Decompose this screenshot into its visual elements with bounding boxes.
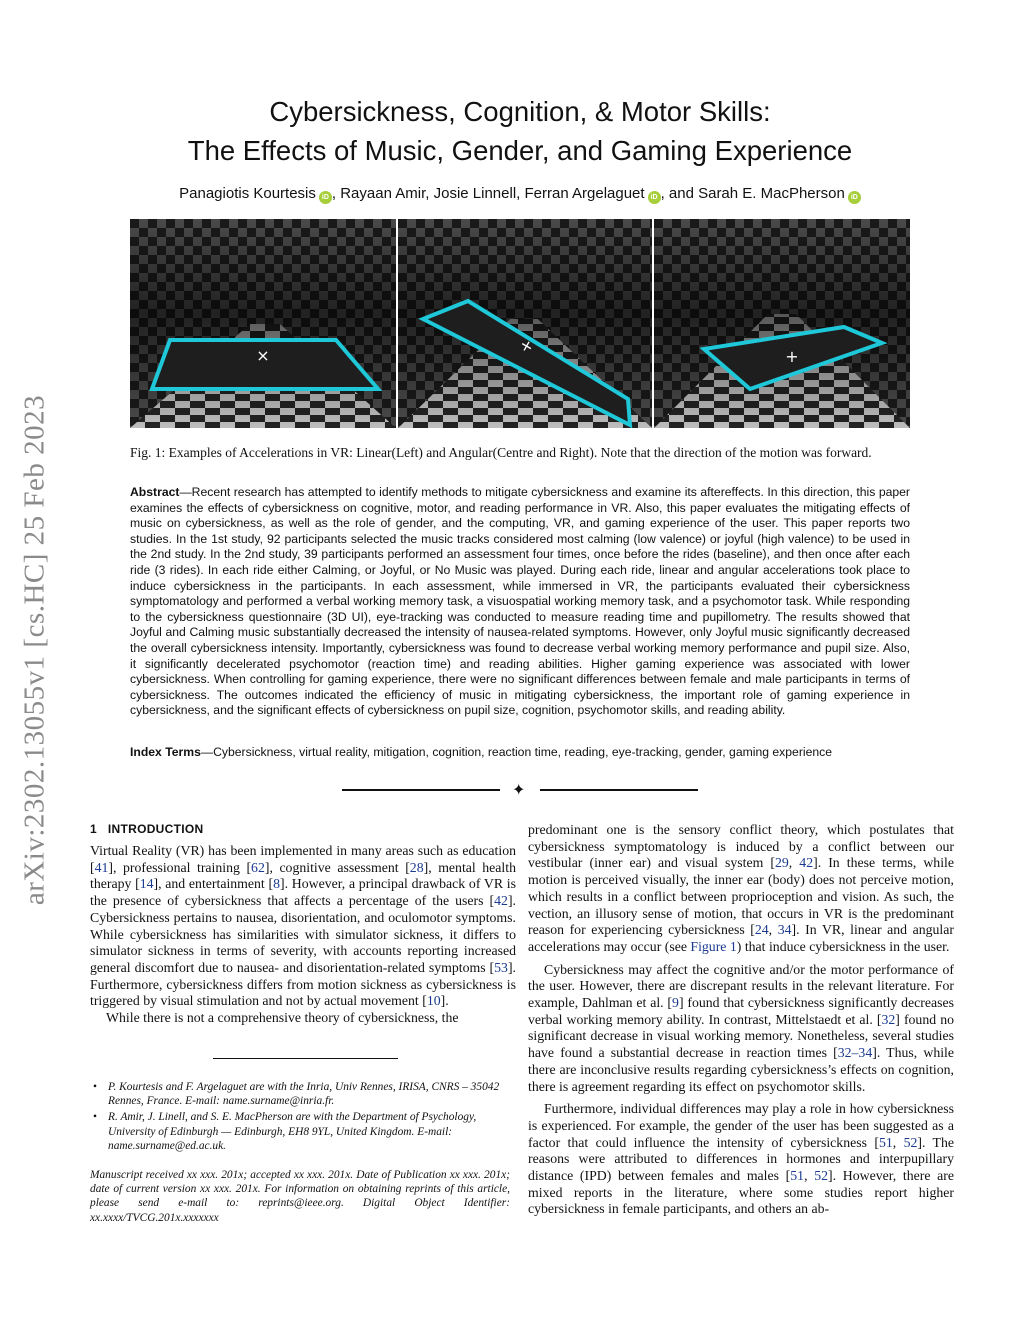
- author-1: Panagiotis Kourtesis: [179, 185, 316, 202]
- figure-panel-right: [654, 219, 910, 428]
- footnote-affiliation-2: • R. Amir, J. Linell, and S. E. MacPherson are with the Department of Psychology, University of Edinburgh — Edinburgh, EH8 9YL, United Kingdom. E-mail: name.surname@ed.ac.uk.: [90, 1110, 510, 1153]
- vr-corridor-image: [654, 219, 910, 428]
- index-terms-label: Index Terms: [130, 745, 201, 759]
- arxiv-identifier: arXiv:2302.13055v1 [cs.HC] 25 Feb 2023: [18, 394, 51, 906]
- citation-link[interactable]: 51: [878, 1134, 893, 1150]
- abstract-label: Abstract: [130, 485, 180, 499]
- intro-paragraph-5: Furthermore, individual differences may play a role in how cybersickness is experienced. For example, the gender of the user has been suggested as a factor that could influence the intensity of cybersickness [51, 52]. The reasons were attributed to differences in hormones and interpupillary distance (IPD) between females and males [51, 52]. However, there are mixed reports in the literature, where some studies report higher cybersickness in female participants, and others an ab-: [528, 1101, 954, 1217]
- citation-link[interactable]: 52: [903, 1134, 918, 1150]
- right-column: [528, 822, 954, 1218]
- citation-link[interactable]: 41: [94, 859, 109, 875]
- citation-link[interactable]: 10: [426, 993, 441, 1009]
- arxiv-sidebar: [10, 350, 60, 950]
- index-terms-text: —Cybersickness, virtual reality, mitigation, cognition, reaction time, reading, eye-tracking, gender, gaming experience: [200, 745, 833, 759]
- intro-paragraph-4: Cybersickness may affect the cognitive and/or the motor performance of the user. However, there are discrepant results in the relevant literature. For example, Dahlman et al. [9] found that cybersickness significantly decreases verbal working memory ability. In contrast, Mittelstaedt et al. [32] found no significant decrease in visual working memory. Nonetheless, several studies have found a substantial decrease in reaction times [32–34]. Thus, while there are inconclusive results regarding cybersickness’s effects on cognition, there is agreement regarding its effect on psychomotor skills.: [528, 961, 955, 1094]
- section-separator: [342, 782, 698, 798]
- author-2: , Rayaan Amir, Josie Linnell, Ferran Argelaguet: [331, 185, 645, 202]
- citation-link[interactable]: 32: [881, 1011, 896, 1027]
- figure-1: [130, 219, 910, 428]
- citation-link[interactable]: 28: [409, 859, 424, 875]
- author-list: [100, 185, 940, 204]
- citation-link[interactable]: 9: [672, 995, 679, 1011]
- section-title: INTRODUCTION: [107, 822, 204, 836]
- citation-link[interactable]: 52: [814, 1168, 829, 1184]
- citation-link[interactable]: 32–34: [837, 1045, 873, 1061]
- figure-link[interactable]: Figure 1: [690, 938, 737, 954]
- abstract-text: —Recent research has attempted to identify methods to mitigate cybersickness and examine its aftereffects. In this direction, this paper examines the effects of cybersickness on cognitive, motor, and reading performance in VR. Also, this paper evaluates the mitigating effects of music on cybersickness, as well as the role of gender, and the computing, VR, and gaming experience of the user. This paper reports two studies. In the 1st study, 92 participants selected the music tracks considered most calming (low valence) or joyful (high valence) to be used in the 2nd study. In the 2nd study, 39 participants performed an assessment four times, once before the rides (baseline), and then once after each ride (3 rides). In each ride either Calming, or Joyful, or No Music was played. During each ride, linear and angular accelerations took place to induce cybersickness in the participants. In each assessment, while immersed in VR, the participants evaluated their cybersickness symptomatology and performed a verbal working memory task, a visuospatial working memory task, and a psychomotor task. While responding to the cybersickness questionnaire (3D UI), eye-tracking was conducted to measure reading time and pupillometry. The results showed that Joyful and Calming music substantially decreased the intensity of nausea-related symptoms. However, only Joyful music significantly decreased the overall cybersickness intensity. Importantly, cybersickness was found to decrease verbal working memory performance and pupil size. Also, it significantly decelerated psychomotor (reaction time) and reading abilities. Higher gaming experience was associated with lower cybersickness. When controlling for gaming experience, there were no significant differences between female and male participants in terms of cybersickness. The outcomes indicated the efficiency of music in mitigating cybersickness, the important role of gaming experience in cybersickness, and the significant effects of cybersickness on pupil size, cognition, psychomotor skills, and reading ability.: [130, 485, 910, 718]
- citation-link[interactable]: 29: [774, 855, 789, 871]
- footnotes: [90, 1080, 510, 1155]
- target-marker: +: [785, 347, 799, 366]
- intro-paragraph-3: predominant one is the sensory conflict theory, which postulates that cybersickness symptomatology is induced by a conflict between our vestibular (inner ear) and visual system [29, 42]. In these terms, while motion is perceived visually, the inner ear (body) does not perceive motion, which results in a conflict between proprioception and vision. As such, the vection, an illusory sense of motion, that occurs in VR is the predominant reason for experiencing cybersickness [24, 34]. In VR, linear and angular accelerations may occur (see Figure 1) that induce cybersickness in the user.: [528, 822, 954, 954]
- citation-link[interactable]: 34: [777, 922, 792, 938]
- section-heading: [90, 822, 203, 836]
- intro-paragraph-1: Virtual Reality (VR) has been implemented in many areas such as education [41], professional training [62], cognitive assessment [28], mental health therapy [14], and entertainment [8]. However, a principal drawback of VR is the presence of cybersickness that affects a percentage of the users [42]. Cybersickness pertains to nausea, disorientation, and oculomotor symptoms. While cybersickness has similarities with simulator sickness, it differs to simulator sickness in terms of severity, with accounts reporting increased general discomfort due to nausea- and disorientation-related symptoms [53]. Furthermore, cybersickness differs from motion sickness as cybersickness is triggered by visual stimulation and not by actual movement [10].: [90, 843, 516, 1009]
- target-marker: ×: [256, 346, 270, 365]
- title-line-1: Cybersickness, Cognition, & Motor Skills:: [269, 96, 771, 127]
- intro-paragraph-2: While there is not a comprehensive theory of cybersickness, the: [106, 1010, 459, 1026]
- left-column: [90, 843, 516, 1027]
- orcid-icon[interactable]: iD: [319, 191, 332, 204]
- separator-diamond-icon: ✦: [512, 782, 526, 799]
- vr-corridor-image: [398, 219, 652, 428]
- citation-link[interactable]: 42: [494, 893, 508, 909]
- citation-link[interactable]: 42: [799, 855, 814, 871]
- target-marker: +: [516, 334, 538, 358]
- citation-link[interactable]: 24: [754, 922, 769, 938]
- abstract: [130, 485, 910, 719]
- orcid-icon[interactable]: iD: [848, 191, 861, 204]
- title-line-2: The Effects of Music, Gender, and Gaming Experience: [187, 135, 853, 166]
- citation-link[interactable]: 62: [251, 859, 265, 875]
- footnote-affiliation-1: • P. Kourtesis and F. Argelaguet are with the Inria, Univ Rennes, IRISA, CNRS – 35042 Rennes, France. E-mail: name.surname@inria.fr.: [90, 1080, 510, 1108]
- citation-link[interactable]: 53: [494, 959, 508, 975]
- figure-caption: Fig. 1: Examples of Accelerations in VR: Linear(Left) and Angular(Centre and Right). Note that the direction of the motion was forward.: [130, 445, 872, 460]
- orcid-icon[interactable]: iD: [648, 191, 661, 204]
- index-terms: [130, 745, 910, 759]
- footnote-rule: [213, 1058, 398, 1059]
- citation-link[interactable]: 51: [790, 1168, 805, 1184]
- vr-corridor-image: [130, 219, 396, 428]
- section-number: 1: [90, 822, 97, 836]
- manuscript-note: Manuscript received xx xxx. 201x; accepted xx xxx. 201x. Date of Publication xx xxx. 201x; date of current version xx xxx. 201x. For information on obtaining reprints of this article, please send e-mail to: reprints@ieee.org. Digital Object Identifier: xx.xxxx/TVCG.201x.xxxxxxx: [90, 1169, 510, 1224]
- author-3: , and Sarah E. MacPherson: [660, 185, 845, 202]
- figure-panel-left: [130, 219, 396, 428]
- citation-link[interactable]: 14: [139, 876, 154, 892]
- figure-panel-centre: [398, 219, 652, 428]
- citation-link[interactable]: 8: [273, 876, 280, 892]
- paper-title: [100, 92, 940, 170]
